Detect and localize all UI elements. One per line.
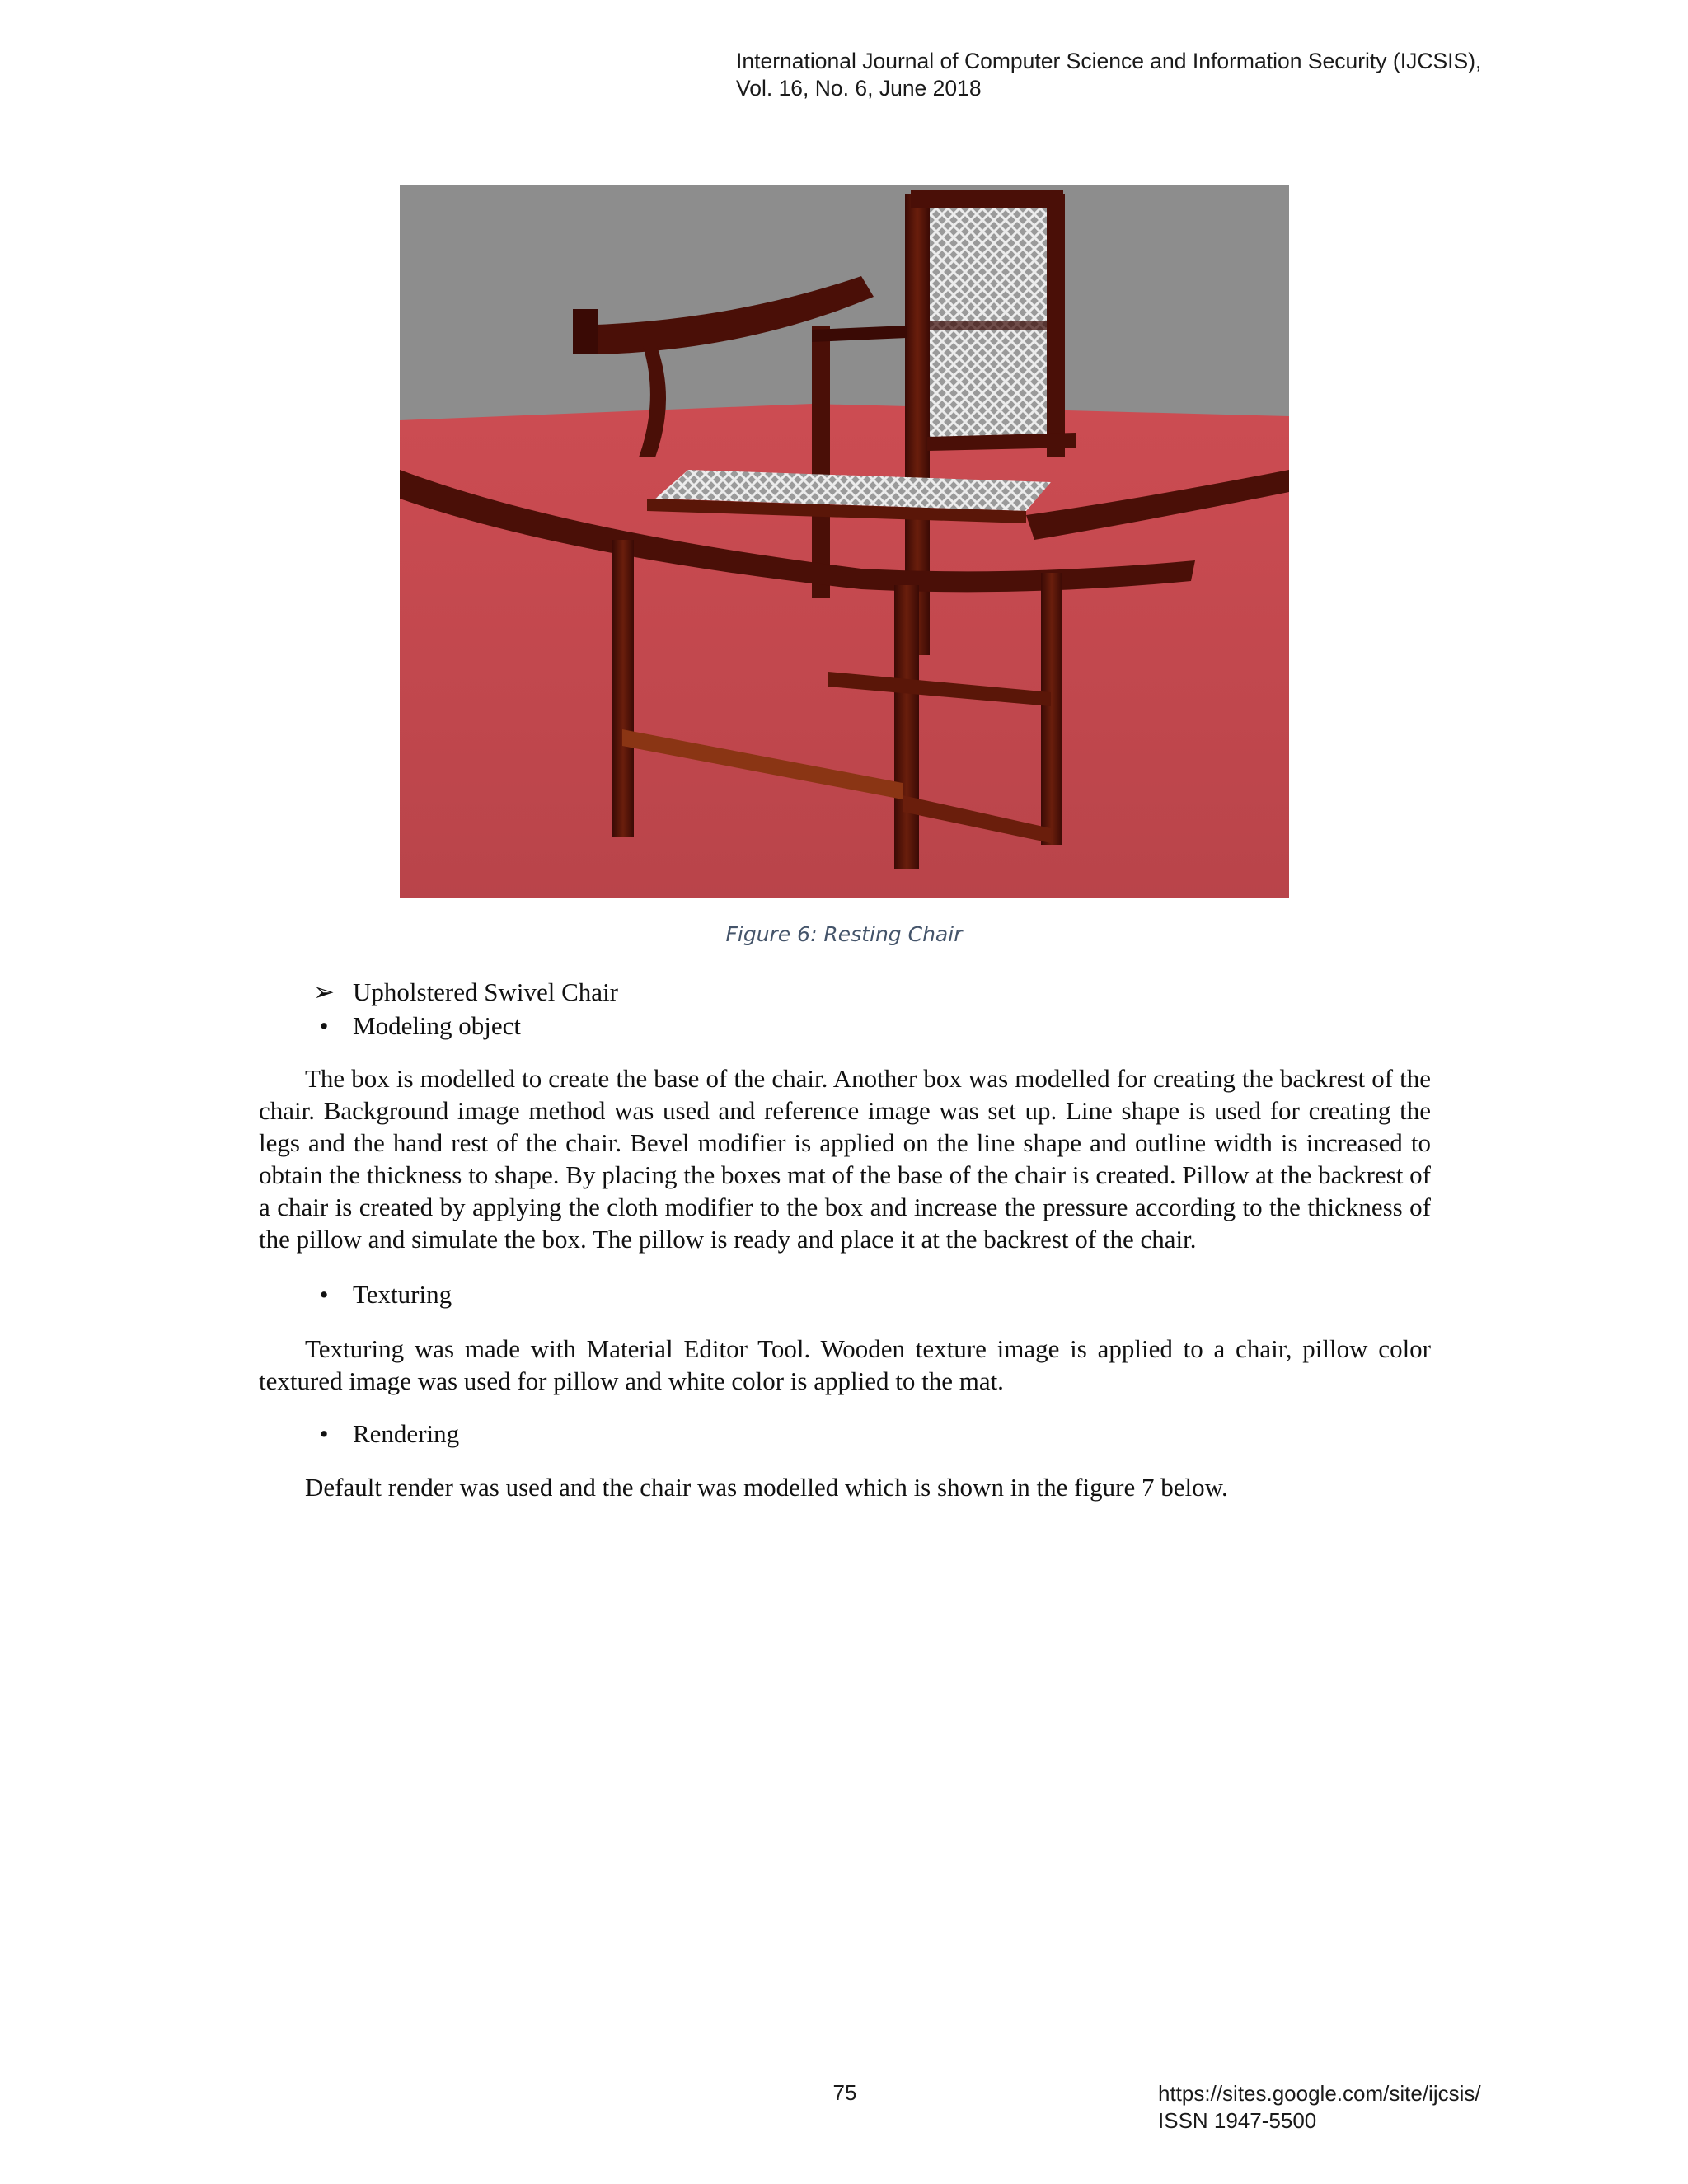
figure-resting-chair	[400, 185, 1289, 898]
bullet-icon: •	[319, 1419, 329, 1448]
list-item-label: Upholstered Swivel Chair	[353, 977, 619, 1006]
list-item-label: Texturing	[353, 1280, 452, 1309]
paragraph-rendering: Default render was used and the chair was modelled which is shown in the figure 7 below.	[305, 1473, 1228, 1502]
footer-url: https://sites.google.com/site/ijcsis/	[1158, 2081, 1481, 2106]
footer-info	[1158, 2080, 1620, 2135]
paragraph-modeling: The box is modelled to create the base of the chair. Another box was modelled for creating the backrest of the chair. Background image method was used and reference image was set up. Line shape is used for creating the legs and the hand rest of the chair. Bevel modifier is applied on the line shape and outline width is increased to obtain the thickness to shape. By placing the boxes mat of the base of the chair is created. Pillow at the backrest of a chair is created by applying the cloth modifier to the box and increase the pressure according to the thickness of the pillow and simulate the box. The pillow is ready and place it at the backrest of the chair.	[259, 1064, 1431, 1254]
journal-header	[736, 48, 1610, 102]
footer-issn: ISSN 1947-5500	[1158, 2108, 1317, 2133]
resting-chair-render	[400, 185, 1289, 898]
journal-volume: Vol. 16, No. 6, June 2018	[736, 76, 982, 101]
bullet-icon: •	[319, 1011, 329, 1040]
journal-title: International Journal of Computer Science and Information Security (IJCSIS),	[736, 49, 1482, 73]
bullet-icon: •	[319, 1280, 329, 1309]
figure-caption: Figure 6: Resting Chair	[725, 922, 963, 946]
list-item-label: Modeling object	[353, 1011, 522, 1040]
paragraph-texturing: Texturing was made with Material Editor Tool. Wooden texture image is applied to a chair, pillow color textured image was used for pillow and white color is applied to the mat.	[259, 1334, 1431, 1395]
arrow-bullet-icon: ➢	[313, 977, 335, 1006]
page-number: 75	[832, 2080, 857, 2105]
list-item-label: Rendering	[353, 1419, 460, 1448]
